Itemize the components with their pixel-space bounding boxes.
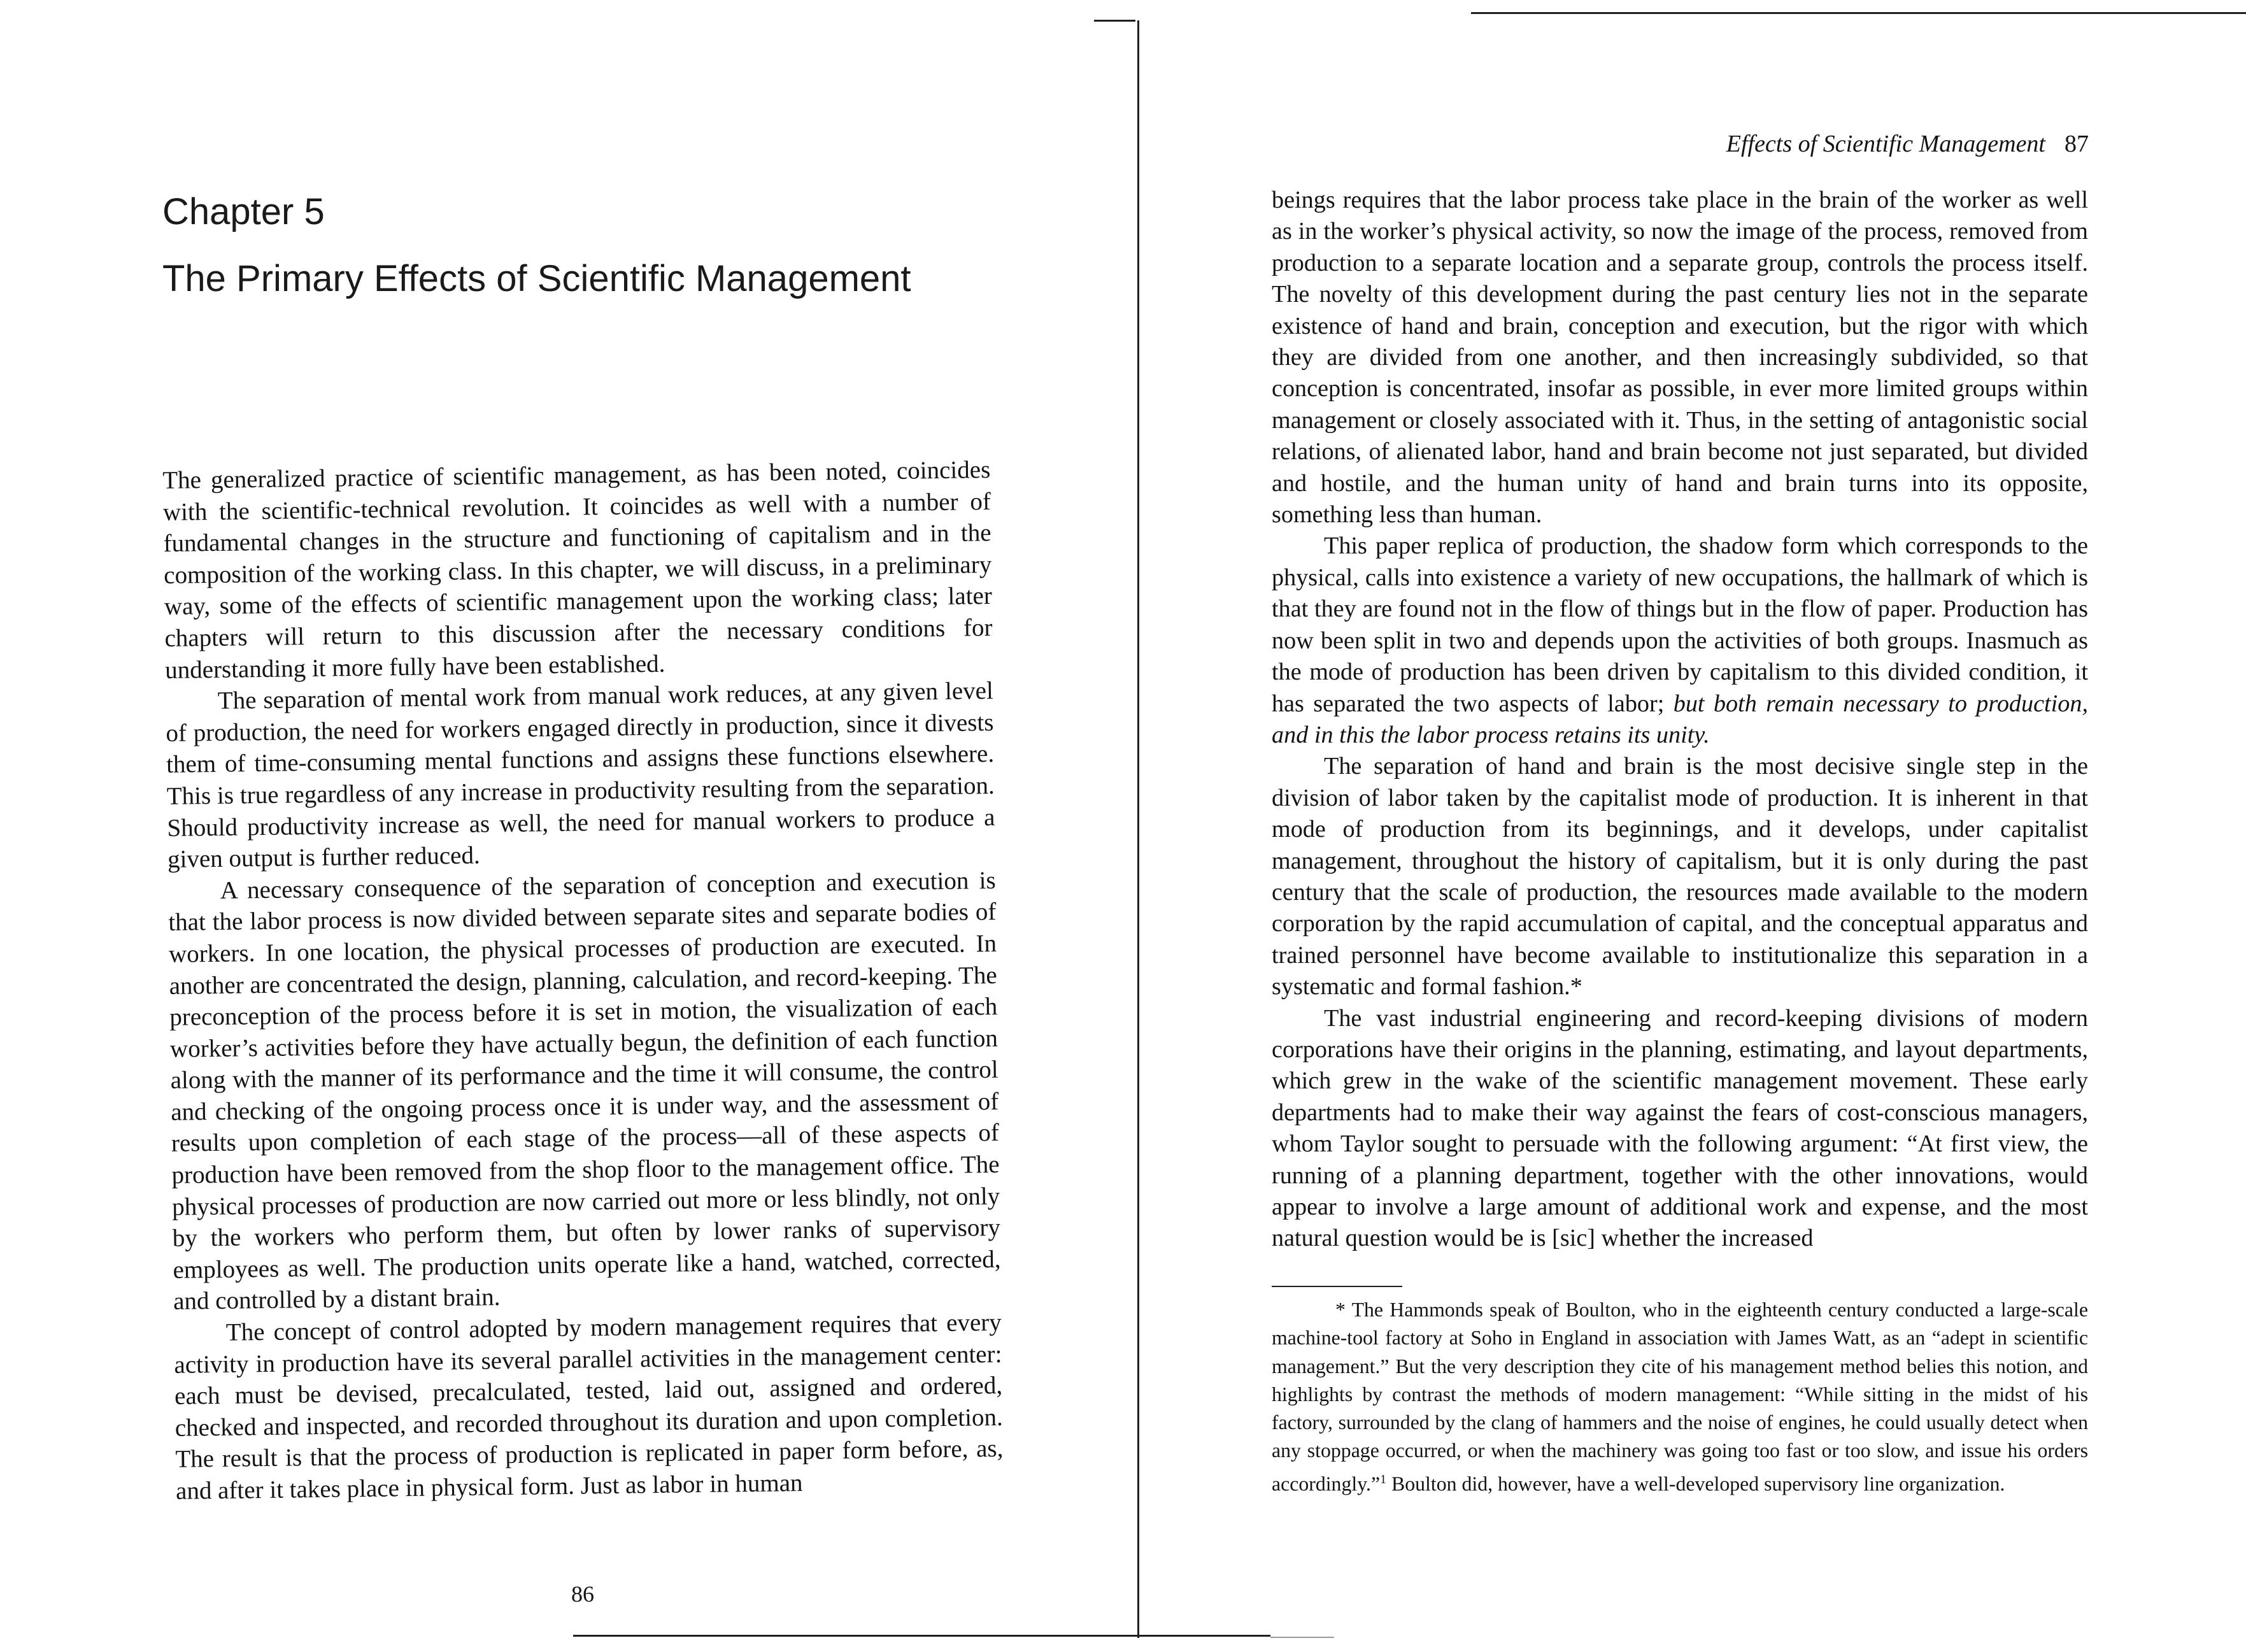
running-head-title: Effects of Scientific Management bbox=[1726, 131, 2045, 157]
left-page-number: 86 bbox=[571, 1581, 594, 1607]
top-rule-left bbox=[1094, 20, 1135, 22]
left-paragraph: The concept of control adopted by modern management requires that every activity in production have its several parallel activities in the management center: each must be devised, precalculated, tested, laid out, assigned and ordered, checked and inspected, and recorded throughout its duration and upon completion. The result is that the process of production is replicated in paper form before, as, and after it takes place in physical form. Just as labor in human bbox=[174, 1308, 1004, 1505]
top-rule-right bbox=[1471, 12, 2246, 14]
right-paragraph: beings requires that the labor process take place in the brain of the worker as well as in the worker’s physical activity, so now the image of the process, removed from production to a separate location and a separate group, controls the process itself. The novelty of this development during the past century lies not in the separate existence of hand and brain, conception and execution, but the rigor with which they are divided from one another, and then increasingly subdivided, so that conception is concentrated, insofar as possible, in ever more limited groups within management or closely associated with it. Thus, in the setting of antagonistic social relations, of alienated labor, hand and brain become not just separated, but divided and hostile, and the human unity of hand and brain turns into its opposite, something less than human. bbox=[1272, 187, 2088, 529]
right-paragraph: The vast industrial engineering and record-keeping divisions of modern corporations have their origins in the planning, estimating, and layout departments, which grew in the wake of the scientific management movement. These early departments had to make their way against the fears of cost-conscious managers, whom Taylor sought to persuade with the following argument: “At first view, the running of a planning department, together with the other innovations, would appear to involve a large amount of additional work and expense, and the most natural question would be is [sic] whether the increased bbox=[1272, 1004, 2088, 1252]
footnote-text: * The Hammonds speak of Boulton, who in the eighteenth century conducted a large-scale machine-tool factory at Soho in England in association with James Watt, as an “adept in scientific management.” But the very description they cite of his management method belies this notion, and highlights by contrast the methods of modern management: “While sitting in the midst of his factory, surrounded by the clang of hammers and the noise of engines, he could usually detect when any stoppage occurred, or when the machinery was going too fast or too slow, and issue his orders accordingly.” bbox=[1272, 1299, 2088, 1495]
right-page-body bbox=[1272, 185, 2088, 1255]
left-page-heading bbox=[162, 191, 997, 300]
bottom-rule bbox=[573, 1635, 1270, 1637]
footnote-reference: 1 bbox=[1380, 1472, 1387, 1486]
footnote bbox=[1272, 1296, 2088, 1499]
left-paragraph: The generalized practice of scientific management, as has been noted, coincides with the scientific-technical revolution. It coincides as well with a number of fundamental changes in the structure and functioning of capitalism and in the composition of the working class. In this chapter, we will discuss, in a preliminary way, some of the effects of scientific management upon the working class; later chapters will return to this discussion after the necessary conditions for understanding it more fully have been established. bbox=[162, 455, 993, 684]
bottom-rule-faint bbox=[1270, 1637, 1334, 1638]
left-paragraph: The separation of mental work from manual work reduces, at any given level of production, the need for workers engaged directly in production, since it divests them of time-consuming mental functions and assigns these functions elsewhere. This is true regardless of any increase in productivity resulting from the separation. Should productivity increase as well, the need for manual workers to produce a given output is further reduced. bbox=[166, 677, 995, 874]
right-paragraph: The separation of hand and brain is the most decisive single step in the division of labor taken by the capitalist mode of production. It is inherent in that mode of production from its beginnings, and it develops, under capitalist management, throughout the history of capitalism, but it is only during the past century that the scale of production, the resources made available to the modern corporation by the rapid accumulation of capital, and the conceptual apparatus and trained personnel have become available to institutionalize this separation in a systematic and formal fashion.* bbox=[1272, 753, 2088, 1000]
running-head bbox=[1267, 130, 2089, 158]
right-paragraph-plain: This paper replica of production, the shadow form which corresponds to the physical, calls into existence a variety of new occupations, the hallmark of which is that they are found not in the flow of things but in the flow of paper. Production has now been split in two and depends upon the activities of both groups. Inasmuch as the mode of production has been driven by capitalism to this divided condition, it has separated the two aspects of labor; bbox=[1272, 532, 2088, 717]
chapter-title: The Primary Effects of Scientific Management bbox=[162, 257, 911, 299]
gutter-line bbox=[1137, 20, 1139, 1638]
footnote-tail: Boulton did, however, have a well-developed supervisory line organization. bbox=[1391, 1472, 2005, 1495]
right-paragraph-italic: but both remain necessary to production, and in this the labor process retains its unity. bbox=[1272, 690, 2089, 748]
chapter-number: Chapter 5 bbox=[162, 191, 325, 232]
left-page-body bbox=[162, 454, 1004, 1507]
right-paragraph bbox=[1272, 530, 2088, 751]
left-paragraph: A necessary consequence of the separation of conception and execution is that the labor process is now divided between separate sites and separate bodies of workers. In one location, the physical processes of production are executed. In another are concentrated the design, planning, calculation, and record-keeping. The preconception of the process before it is set in motion, the visualization of each worker’s activities before they have actually begun, the definition of each function along with the manner of its performance and the time it will consume, the control and checking of the ongoing process once it is under way, and the assessment of results upon completion of each stage of the process—all of these aspects of production have been removed from the shop floor to the management office. The physical processes of production are now carried out more or less blindly, not only by the workers who perform them, but often by lower ranks of supervisory employees as well. The production units operate like a hand, watched, corrected, and controlled by a distant brain. bbox=[168, 866, 1001, 1316]
footnote-paragraph bbox=[1272, 1296, 2088, 1499]
right-page-number: 87 bbox=[2065, 131, 2089, 157]
footnote-separator bbox=[1272, 1286, 1402, 1287]
